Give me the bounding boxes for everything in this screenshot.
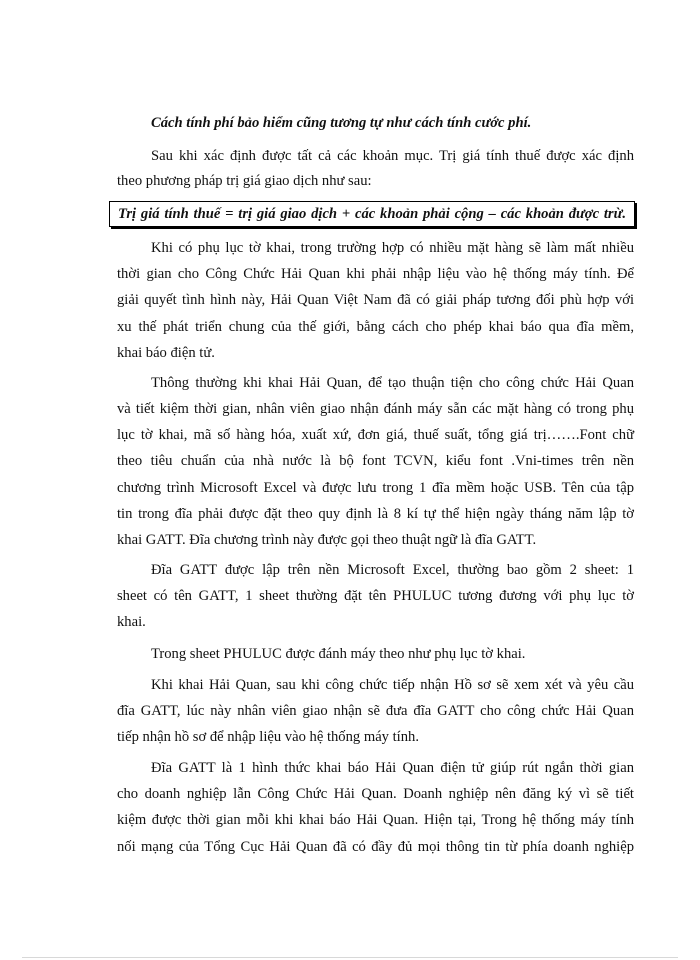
text-line: Thông thường khi khai Hải Quan, để tạo thuận tiện cho công chức Hải Quan (151, 375, 634, 391)
text-line: sheet có tên GATT, 1 sheet thường đặt tên PHULUC tương đương với phụ lục tờ (117, 588, 634, 604)
text-line: xu thế phát triển chung của thế giới, bằng cách cho phép khai báo qua đĩa mềm, (117, 319, 634, 335)
text-line: thời gian cho Công Chức Hải Quan khi phải nhập liệu vào hệ thống máy tính. Để (117, 266, 634, 282)
text-line: Sau khi xác định được tất cả các khoản mục. Trị giá tính thuế được xác định (151, 148, 634, 164)
text-line: nối mạng của Tổng Cục Hải Quan đã có đầy đủ mọi thông tin từ phía doanh nghiệp (117, 839, 634, 855)
text-line: đĩa GATT, lúc này nhân viên giao nhận sẽ đưa đĩa GATT cho công chức Hải Quan (117, 703, 634, 719)
formula-box (109, 201, 635, 227)
text-line: chương trình Microsoft Excel và được lưu trong 1 đĩa mềm hoặc USB. Tên của tập (117, 480, 634, 496)
text-line: Khi có phụ lục tờ khai, trong trường hợp có nhiều mặt hàng sẽ làm mất nhiều (151, 240, 634, 256)
text-line: khai. (117, 614, 146, 630)
text-line: kiệm được thời gian mỗi khi khai báo Hải Quan. Hiện tại, Trong hệ thống máy tính (117, 812, 634, 828)
text-line: Đĩa GATT được lập trên nền Microsoft Excel, thường bao gồm 2 sheet: 1 (151, 562, 634, 578)
text-line: theo tiêu chuẩn của nhà nước là bộ font TCVN, kiểu font .Vni-times trên nền (117, 453, 634, 469)
text-line: cho doanh nghiệp lẫn Công Chức Hải Quan. Doanh nghiệp nên đăng ký vì sẽ tiết (117, 786, 634, 802)
text-line: khai báo điện tử. (117, 345, 215, 361)
text-line: Đĩa GATT là 1 hình thức khai báo Hải Quan điện tử giúp rút ngắn thời gian (151, 760, 634, 776)
text-line: giải quyết tình hình này, Hải Quan Việt Nam đã có giải pháp tương đối phù hợp với (117, 292, 634, 308)
text-line: Khi khai Hải Quan, sau khi công chức tiếp nhận Hồ sơ sẽ xem xét và yêu cầu (151, 677, 634, 693)
heading-line: Cách tính phí bảo hiểm cũng tương tự như cách tính cước phí. (151, 115, 532, 131)
text-line: lục tờ khai, mã số hàng hóa, xuất xứ, đơn giá, thuế suất, tổng giá trị…….Font chữ (117, 427, 634, 443)
text-line: theo phương pháp trị giá giao dịch như sau: (117, 173, 372, 189)
text-line: Trong sheet PHULUC được đánh máy theo như phụ lục tờ khai. (151, 646, 526, 662)
formula-text: Trị giá tính thuế = trị giá giao dịch + các khoản phải cộng – các khoản được trừ. (118, 206, 626, 222)
text-line: tiếp nhận hồ sơ để nhập liệu vào hệ thống máy tính. (117, 729, 419, 745)
text-line: tin trong đĩa phải được đặt theo quy định là 8 kí tự thể hiện ngày tháng năm lập tờ (117, 506, 634, 522)
page-bottom-rule (22, 957, 678, 958)
text-line: và tiết kiệm thời gian, nhân viên giao nhận đánh máy sẵn các mặt hàng có trong phụ (117, 401, 634, 417)
text-line: khai GATT. Đĩa chương trình này được gọi theo thuật ngữ là đĩa GATT. (117, 532, 537, 548)
